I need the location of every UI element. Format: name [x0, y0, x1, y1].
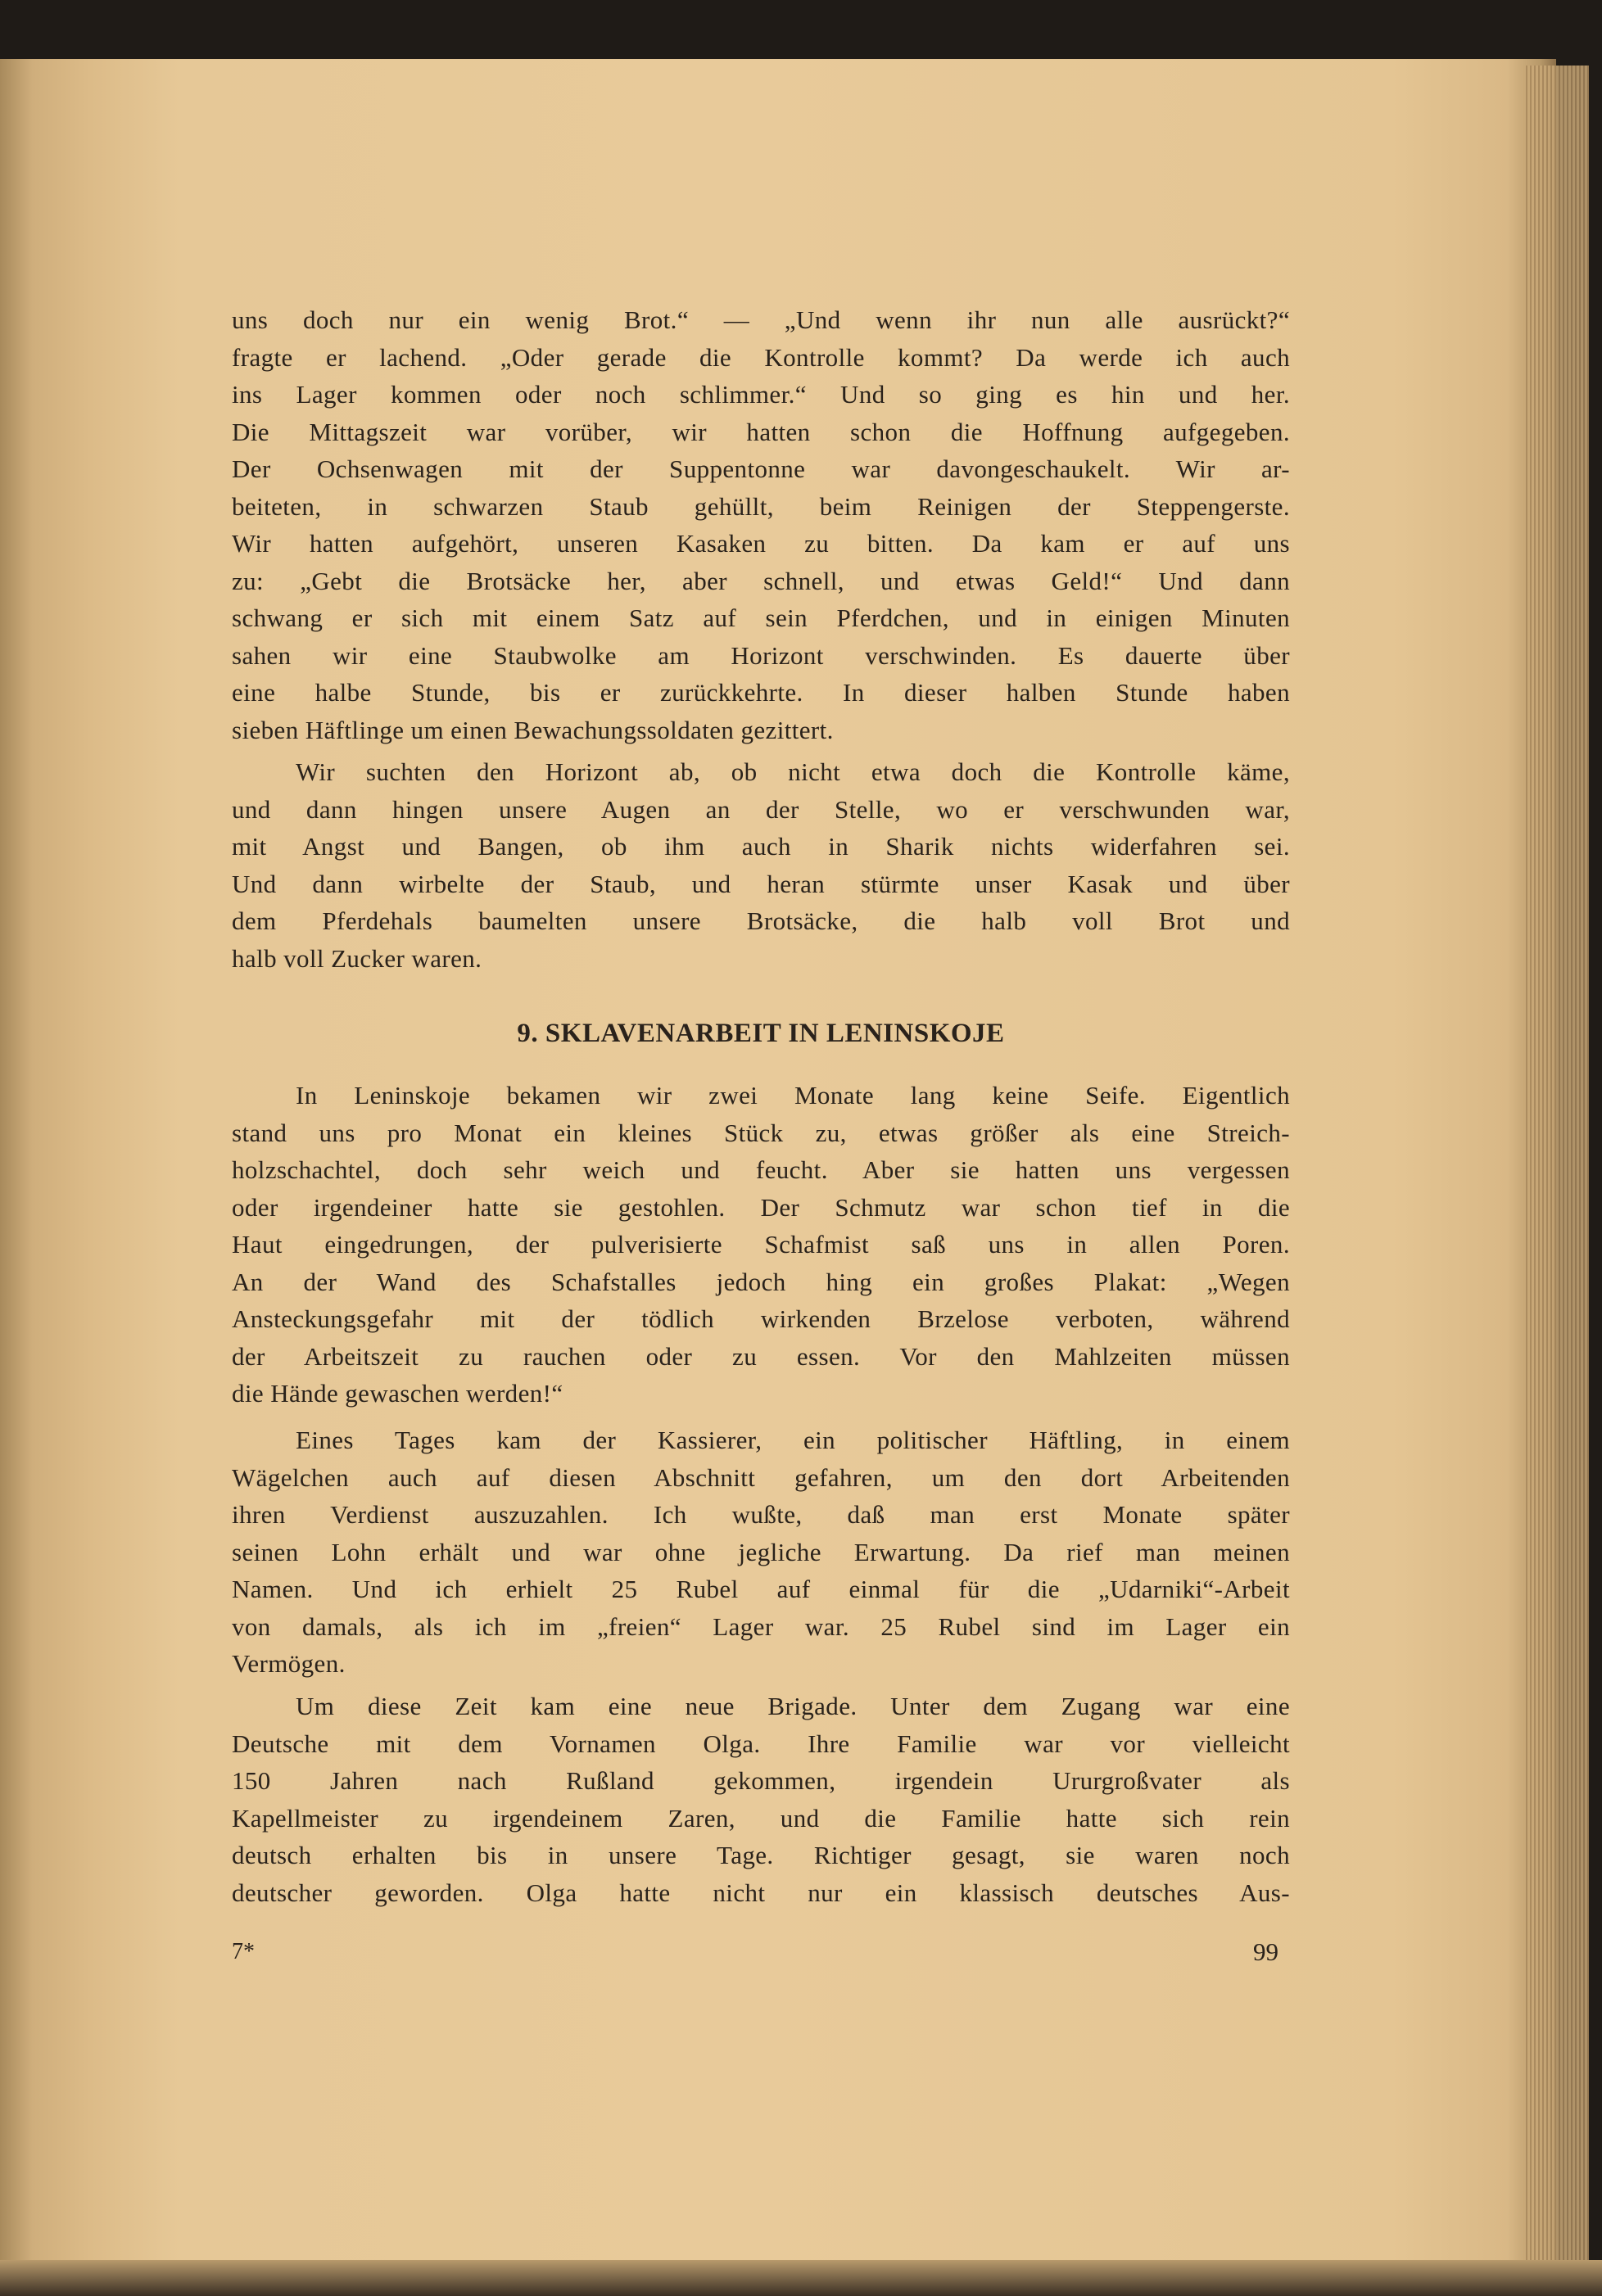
- text-line: sahen wir eine Staubwolke am Horizont verschwinden. Es dauerte über: [232, 640, 1290, 670]
- chapter-heading: 9. SKLAVENARBEIT IN LENINSKOJE: [517, 1019, 1005, 1048]
- text-line: Um diese Zeit kam eine neue Brigade. Unter dem Zugang war eine: [296, 1692, 1290, 1720]
- text-line: Vermögen.: [232, 1649, 346, 1678]
- text-line: seinen Lohn erhält und war ohne jegliche Erwartung. Da rief man meinen: [232, 1537, 1290, 1566]
- text-line: mit Angst und Bangen, ob ihm auch in Sharik nichts widerfahren sei.: [232, 832, 1290, 861]
- text-line: dem Pferdehals baumelten unsere Brotsäcke, die halb voll Brot und: [232, 906, 1290, 935]
- text-line: Wir hatten aufgehört, unseren Kasaken zu bitten. Da kam er auf uns: [232, 529, 1290, 558]
- text-line: und dann hingen unsere Augen an der Stelle, wo er verschwunden war,: [232, 794, 1290, 824]
- text-line: von damals, als ich im „freien“ Lager war. 25 Rubel sind im Lager ein: [232, 1611, 1290, 1641]
- text-line: Der Ochsenwagen mit der Suppentonne war davongeschaukelt. Wir ar-: [232, 454, 1290, 483]
- text-line: Wir suchten den Horizont ab, ob nicht etwa doch die Kontrolle käme,: [296, 757, 1290, 786]
- text-line: zu: „Gebt die Brotsäcke her, aber schnell, und etwas Geld!“ Und dann: [232, 566, 1290, 595]
- text-line: holzschachtel, doch sehr weich und feucht. Aber sie hatten uns vergessen: [232, 1155, 1290, 1184]
- signature-mark: 7*: [232, 1939, 255, 1964]
- text-line: schwang er sich mit einem Satz auf sein Pferdchen, und in einigen Minuten: [232, 603, 1290, 632]
- text-line: oder irgendeiner hatte sie gestohlen. Der Schmutz war schon tief in die: [232, 1192, 1290, 1222]
- text-line: 150 Jahren nach Rußland gekommen, irgendein Ururgroßvater als: [232, 1766, 1290, 1795]
- paragraph: [232, 1421, 1290, 1683]
- page-stack-edge: [1523, 66, 1589, 2260]
- text-line: stand uns pro Monat ein kleines Stück zu, etwas größer als eine Streich-: [232, 1118, 1290, 1147]
- text-line: der Arbeitszeit zu rauchen oder zu essen. Vor den Mahlzeiten müssen: [232, 1341, 1290, 1371]
- text-line: Namen. Und ich erhielt 25 Rubel auf einmal für die „Udarniki“-Arbeit: [232, 1575, 1290, 1603]
- page-number: 99: [1253, 1937, 1278, 1966]
- text-line: In Leninskoje bekamen wir zwei Monate lang keine Seife. Eigentlich: [296, 1081, 1290, 1110]
- text-line: sieben Häftlinge um einen Bewachungssoldaten gezittert.: [232, 715, 834, 744]
- text-line: Die Mittagszeit war vorüber, wir hatten schon die Hoffnung aufgegeben.: [232, 417, 1290, 446]
- text-line: Deutsche mit dem Vornamen Olga. Ihre Familie war vor vielleicht: [232, 1729, 1290, 1758]
- text-line: Eines Tages kam der Kassierer, ein politischer Häftling, in einem: [296, 1426, 1290, 1454]
- paragraph: [232, 301, 1290, 748]
- text-line: uns doch nur ein wenig Brot.“ — „Und wenn ihr nun alle ausrückt?“: [232, 305, 1290, 334]
- text-line: Und dann wirbelte der Staub, und heran stürmte unser Kasak und über: [232, 869, 1290, 898]
- paragraph: [232, 1688, 1290, 1911]
- text-line: An der Wand des Schafstalles jedoch hing ein großes Plakat: „Wegen: [232, 1267, 1290, 1296]
- text-line: eine halbe Stunde, bis er zurückkehrte. In dieser halben Stunde haben: [232, 678, 1290, 707]
- text-line: die Hände gewaschen werden!“: [232, 1379, 563, 1408]
- text-line: Kapellmeister zu irgendeinem Zaren, und die Familie hatte sich rein: [232, 1803, 1290, 1833]
- text-line: Ansteckungsgefahr mit der tödlich wirkenden Brzelose verboten, während: [232, 1304, 1290, 1333]
- paragraph: [232, 753, 1290, 977]
- text-line: ins Lager kommen oder noch schlimmer.“ Und so ging es hin und her.: [232, 380, 1290, 409]
- text-line: Haut eingedrungen, der pulverisierte Schafmist saß uns in allen Poren.: [232, 1230, 1290, 1259]
- text-line: deutscher geworden. Olga hatte nicht nur ein klassisch deutsches Aus-: [232, 1878, 1290, 1907]
- scan-border: [0, 2260, 1602, 2296]
- text-line: deutsch erhalten bis in unsere Tage. Richtiger gesagt, sie waren noch: [232, 1841, 1290, 1869]
- text-line: fragte er lachend. „Oder gerade die Kontrolle kommt? Da werde ich auch: [232, 342, 1290, 372]
- text-line: ihren Verdienst auszuzahlen. Ich wußte, daß man erst Monate später: [232, 1500, 1290, 1529]
- paragraph: [232, 1077, 1290, 1412]
- text-line: Wägelchen auch auf diesen Abschnitt gefahren, um den dort Arbeitenden: [232, 1462, 1290, 1492]
- text-line: halb voll Zucker waren.: [232, 943, 482, 973]
- text-line: beiteten, in schwarzen Staub gehüllt, beim Reinigen der Steppengerste.: [232, 491, 1290, 521]
